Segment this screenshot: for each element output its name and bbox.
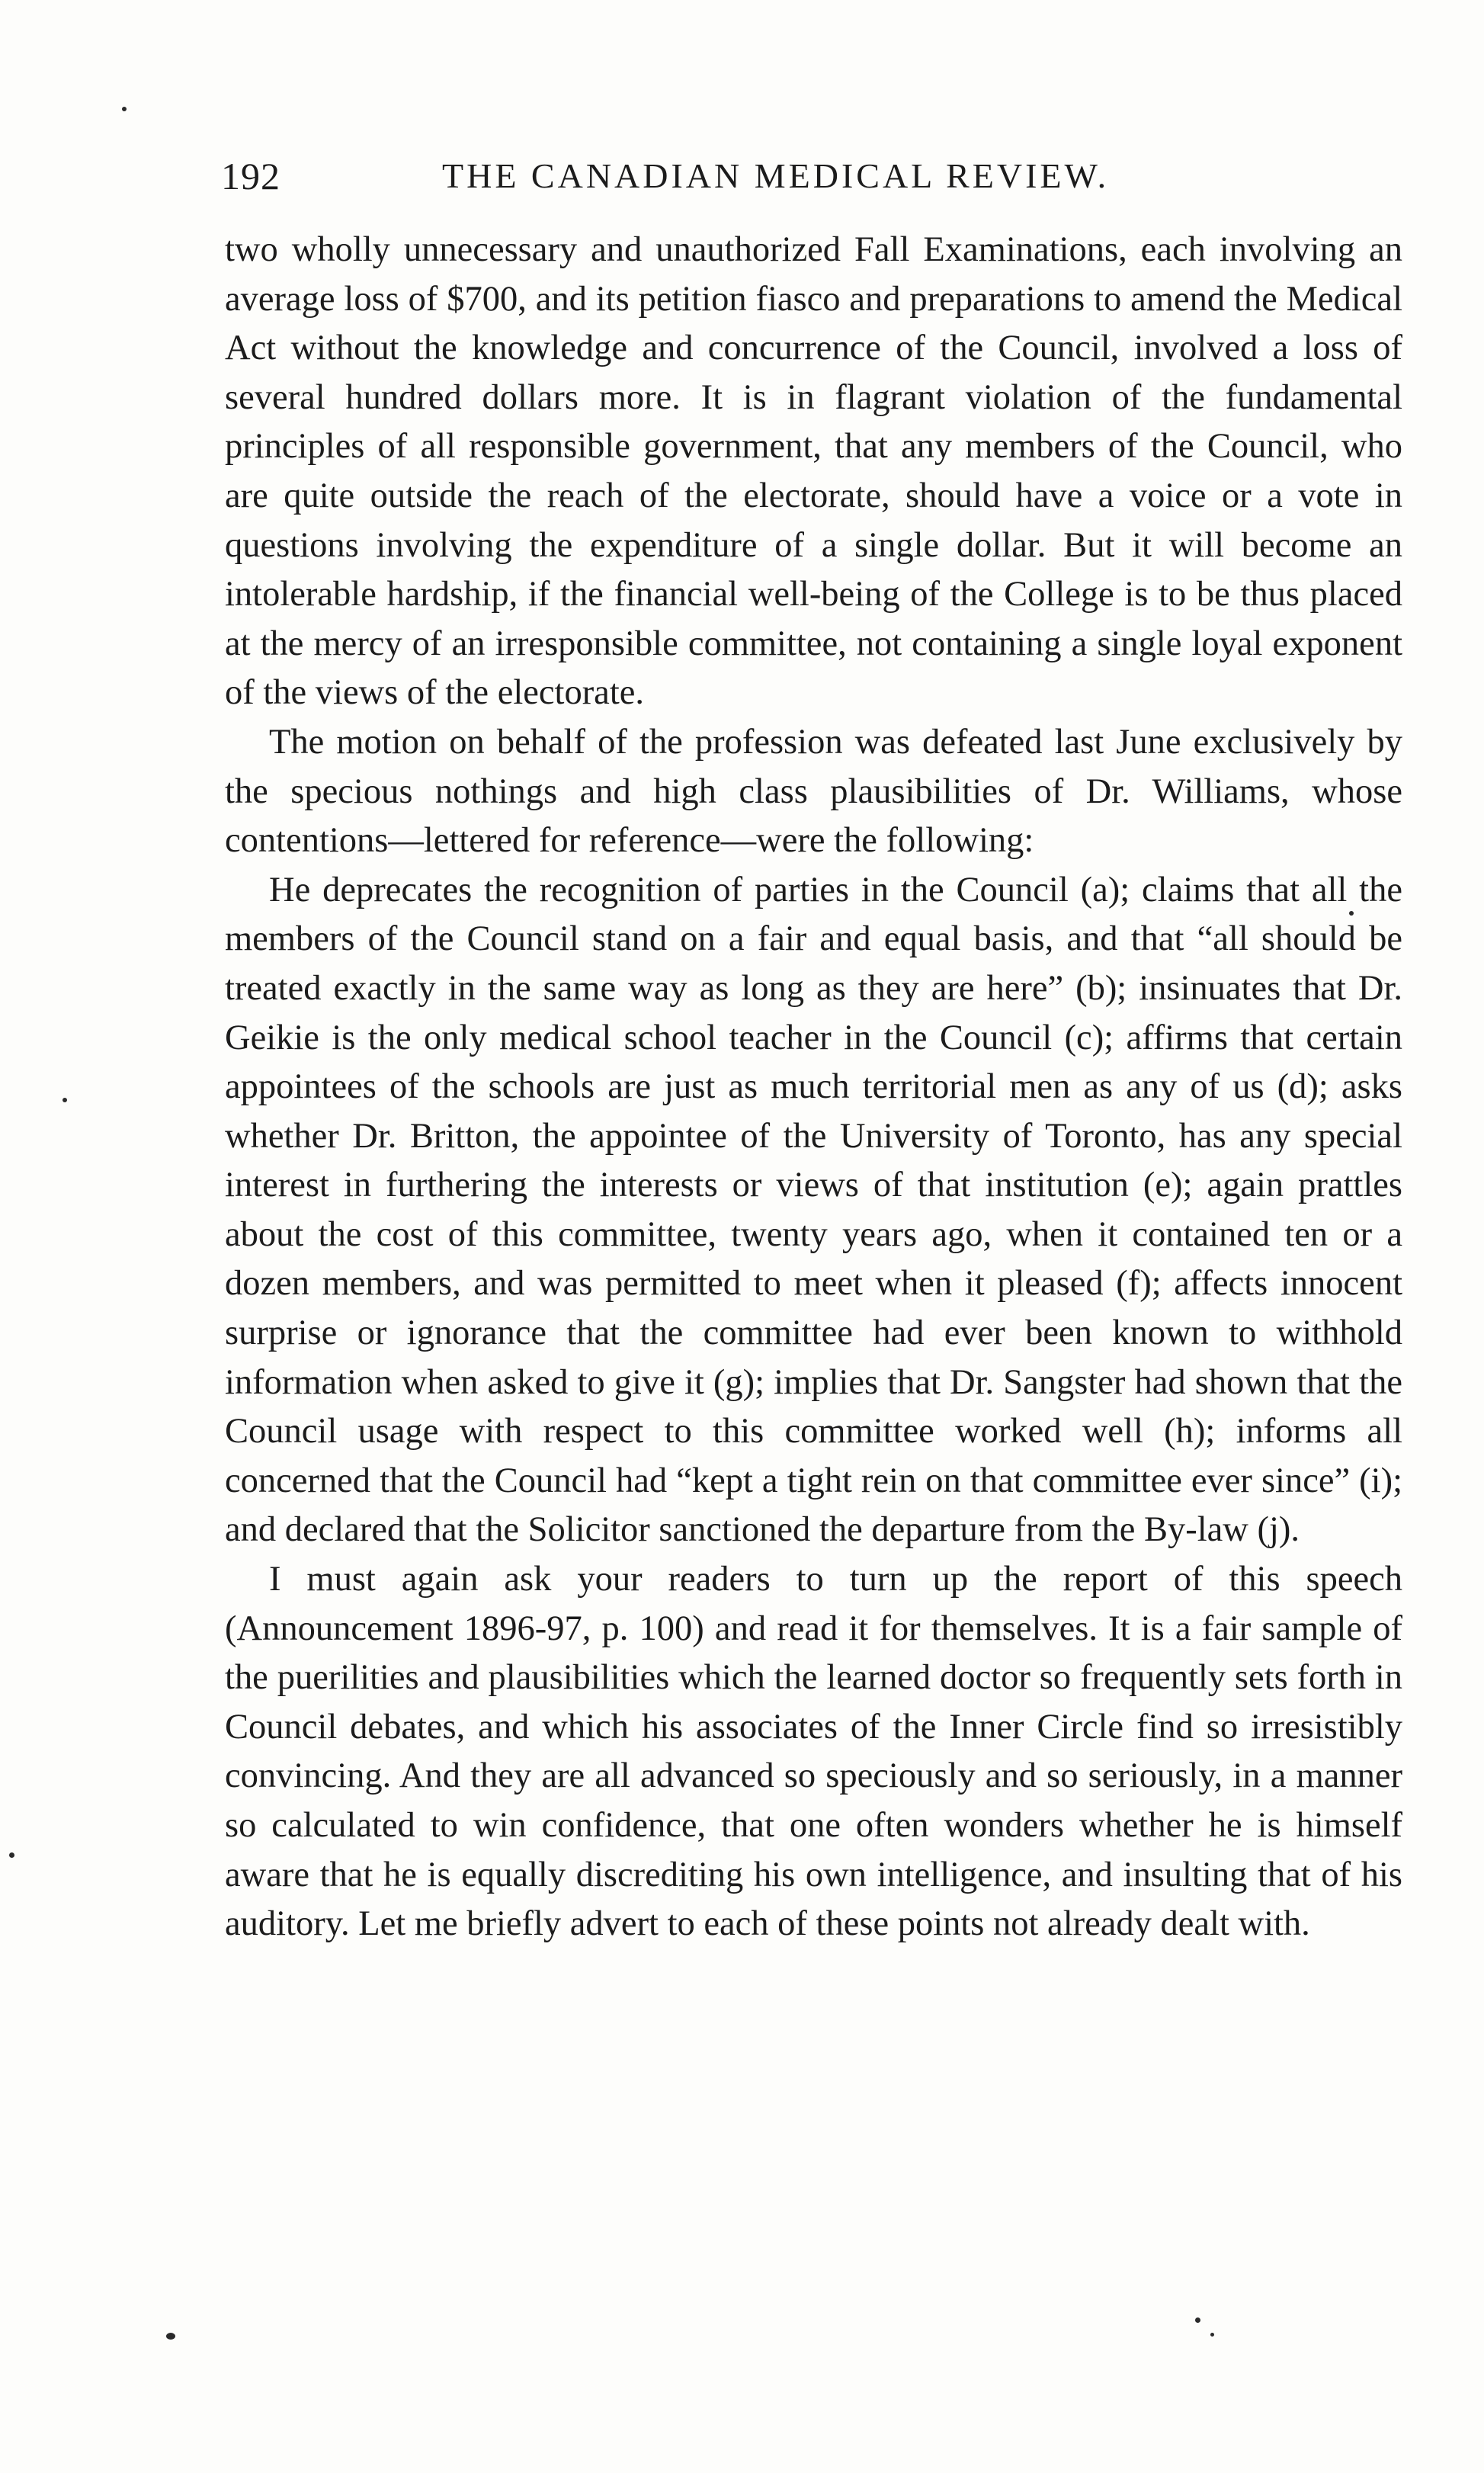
scan-speck <box>1349 911 1354 916</box>
scan-speck <box>1195 2317 1200 2323</box>
article-body <box>225 226 1402 1949</box>
scan-speck <box>63 1098 67 1102</box>
paragraph-conclusion: I must again ask your readers to turn up the report of this speech (Announcement 1896-97, p. 100) and read it for themselves. It is a fair sample of the puerilities and plausibilities which the learned doctor so frequently sets forth in Council debates, and which his associates of the Inner Circle find so irresistibly convincing. And they are all advanced so speciously and so seriously, in a manner so calculated to win confidence, that one often wonders whether he is himself aware that he is equally discrediting his own intelligence, and insulting that of his auditory. Let me briefly advert to each of these points not already dealt with. <box>225 1560 1402 1944</box>
scan-speck <box>166 2333 175 2340</box>
paragraph-contentions: He deprecates the recognition of parties in the Council (a); claims that all the members of the Council stand on a fair and equal basis, and that “all should be treated exactly in the same way as long as they are here” (b); insinuates that Dr. Geikie is the only medical school teacher in the Council (c); affirms that certain appointees of the schools are just as much territorial men as any of us (d); asks whether Dr. Britton, the appointee of the University of Toronto, has any special interest in furthering the interests or views of that institution (e); again prattles about the cost of this committee, twenty years ago, when it contained ten or a dozen members, and was permitted to meet when it pleased (f); affects innocent surprise or ignorance that the committee had ever been known to withhold information when asked to give it (g); implies that Dr. Sangster had shown that the Council usage with respect to this committee worked well (h); informs all concerned that the Council had “kept a tight rein on that committee ever since” (i); and declared that the Solicitor sanctioned the departure from the By-law (j). <box>225 870 1402 1550</box>
scan-speck <box>9 1852 14 1858</box>
scan-speck <box>122 107 127 111</box>
page-header <box>221 149 1425 203</box>
running-title: THE CANADIAN MEDICAL REVIEW. <box>442 156 1110 195</box>
scan-speck <box>1210 2333 1214 2337</box>
page-number: 192 <box>221 155 280 197</box>
paragraph-continuation: two wholly unnecessary and unauthorized Fall Examinations, each involving an average loss of $700, and its petition fiasco and preparations to amend the Medical Act without the knowledge and concurrence of the Council, involved a loss of several hundred dollars more. It is in flagrant violation of the fundamental principles of all responsible government, that any members of the Council, who are quite outside the reach of the electorate, should have a voice or a vote in questions involving the expenditure of a single dollar. But it will become an intolerable hardship, if the financial well-being of the College is to be thus placed at the mercy of an irresponsible committee, not containing a single loyal exponent of the views of the electorate. <box>225 230 1402 713</box>
paragraph-motion: The motion on behalf of the profession was defeated last June exclusively by the specious nothings and high class plausibilities of Dr. Williams, whose contentions—lettered for reference—were the following: <box>225 722 1402 861</box>
